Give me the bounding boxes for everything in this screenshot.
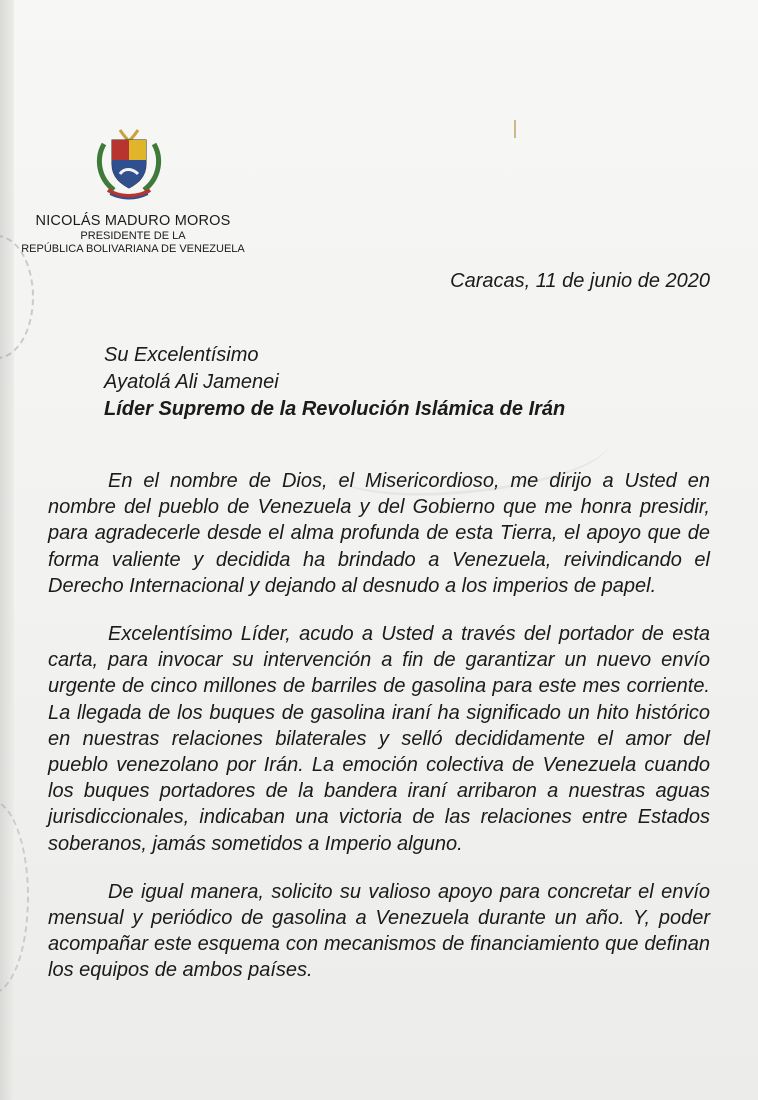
sender-title: PRESIDENTE DE LA bbox=[80, 230, 186, 243]
body-paragraph-1: En el nombre de Dios, el Misericordioso, me dirijo a Usted en nombre del pueblo de Venezuela y del Gobierno que me honra presidir, para agradecerle desde el alma profunda de esta Tierra, el apoyo que de forma valiente y decidida ha brindado a Venezuela, reivindicando el Derecho Internacional y dejando al desnudo a los imperios de papel. bbox=[48, 470, 710, 597]
letter-date: Caracas, 11 de junio de 2020 bbox=[450, 270, 710, 292]
addressee-name: Ayatolá Ali Jamenei bbox=[104, 371, 279, 393]
addressee-block bbox=[104, 342, 708, 423]
body-paragraph-2: Excelentísimo Líder, acudo a Usted a través del portador de esta carta, para invocar su intervención a fin de garantizar un nuevo envío urgente de cinco millones de barriles de gasolina para este mes corriente. La llegada de los buques de gasolina iraní ha significado un hito histórico en nuestras relaciones bilaterales y selló decididamente el amor del pueblo venezolano por Irán. La emoción colectiva de Venezuela cuando los buques portadores de la bandera iraní arribaron a nuestras aguas jurisdiccionales, indicaban una victoria de las relaciones entre Estados soberanos, jamás sometidos a Imperio alguno. bbox=[48, 623, 710, 855]
venezuela-coat-of-arms-icon bbox=[94, 126, 164, 200]
sender-republic: REPÚBLICA BOLIVARIANA DE VENEZUELA bbox=[21, 242, 245, 255]
seal-stamp-bottom bbox=[0, 800, 29, 994]
letter-body bbox=[48, 468, 710, 1006]
addressee-role: Líder Supremo de la Revolución Islámica de Irán bbox=[104, 398, 566, 420]
ink-mark bbox=[514, 120, 516, 138]
letterhead bbox=[18, 214, 248, 255]
sender-name: NICOLÁS MADURO MOROS bbox=[35, 213, 231, 229]
body-paragraph-3: De igual manera, solicito su valioso apoyo para concretar el envío mensual y periódico de gasolina a Venezuela durante un año. Y, poder acompañar este esquema con mecanismos de financiamiento que definan los equipos de ambos países. bbox=[48, 880, 710, 982]
addressee-honorific: Su Excelentísimo bbox=[104, 344, 259, 366]
